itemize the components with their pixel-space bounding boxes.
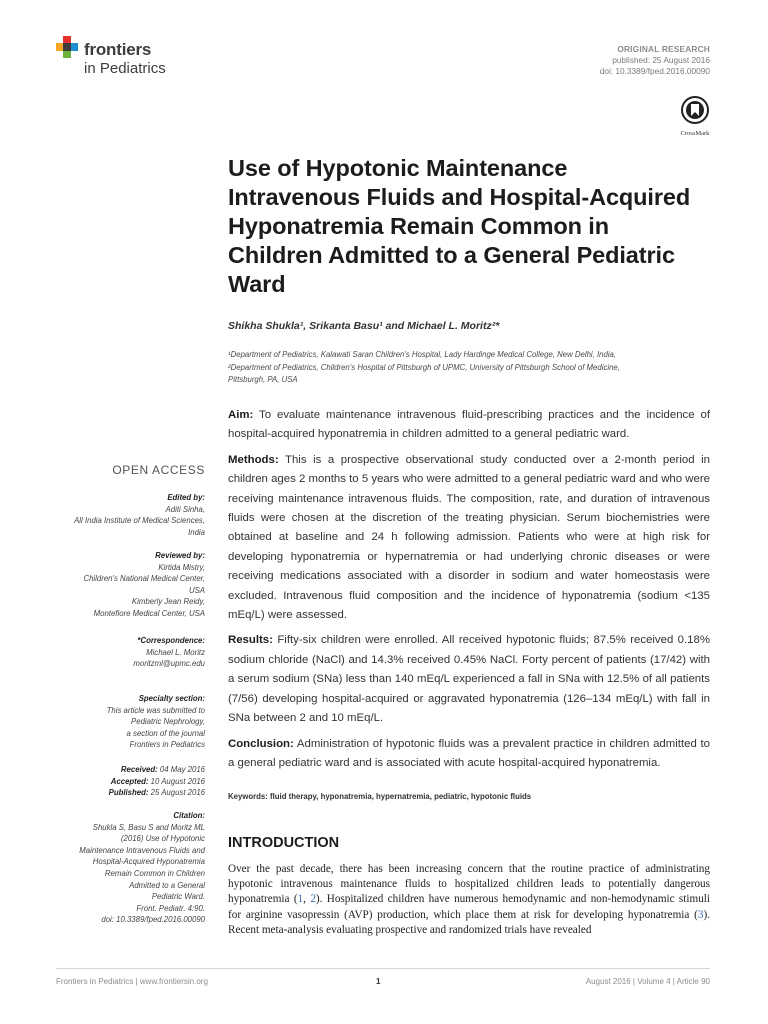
reviewer-line: USA: [188, 585, 205, 595]
abstract: [228, 406, 710, 779]
published-date: published: 25 August 2016: [612, 55, 710, 65]
specialty-section: [35, 693, 205, 751]
citation-section: [35, 810, 205, 926]
specialty-line: a section of the journal: [126, 728, 205, 738]
editor-line: India: [188, 527, 205, 537]
edited-by-section: [35, 492, 205, 538]
results-label: Results:: [228, 634, 273, 647]
footer-issue-info: August 2016 | Volume 4 | Article 90: [585, 977, 710, 986]
citation-line: Shukla S, Basu S and Moritz ML: [92, 822, 205, 832]
journal-name-line2: in Pediatrics: [84, 60, 166, 77]
correspondent-name: Michael L. Moritz: [146, 647, 205, 657]
crossmark-icon: [681, 96, 709, 124]
page-footer: [56, 968, 710, 991]
specialty-line: Pediatric Nephrology,: [131, 717, 205, 727]
reviewer-line: Kirtida Mistry,: [158, 562, 205, 572]
editor-line: All India Institute of Medical Sciences,: [74, 516, 205, 526]
citation-line: (2016) Use of Hypotonic: [120, 834, 205, 844]
header-doi[interactable]: doi: 10.3389/fped.2016.00090: [599, 66, 710, 76]
author-list: Shikha Shukla¹, Srikanta Basu¹ and Michael L. Moritz²*: [228, 320, 500, 332]
affiliations: [228, 349, 708, 387]
specialty-heading: Specialty section:: [138, 694, 205, 703]
conclusion-text: Administration of hypotonic fluids was a prevalent practice in children admitted to a general pediatric ward and is associated with acute hospital-acquired hyponatremia.: [228, 737, 710, 769]
article-meta: [600, 44, 710, 77]
citation-line: Maintenance Intravenous Fluids and: [79, 845, 205, 855]
open-access-label: OPEN ACCESS: [112, 463, 205, 477]
accepted-date: Accepted: 10 August 2016: [110, 776, 205, 786]
abstract-conclusion: [228, 735, 710, 774]
journal-logo: [56, 34, 196, 80]
abstract-methods: [228, 451, 710, 626]
edited-by-heading: Edited by:: [167, 493, 205, 502]
citation-line: Hospital-Acquired Hyponatremia: [92, 857, 205, 867]
affiliation-2: ²Department of Pediatrics, Children's Hospital of Pittsburgh of UPMC, University of Pittsburgh School of Medicine,: [228, 362, 620, 372]
abstract-results: [228, 631, 710, 728]
keywords: Keywords: fluid therapy, hyponatremia, hypernatremia, pediatric, hypotonic fluids: [228, 792, 532, 801]
page-number: 1: [376, 977, 381, 986]
abstract-aim: [228, 406, 710, 445]
section-heading-introduction: INTRODUCTION: [228, 835, 340, 851]
frontiers-logo-icon: [56, 36, 80, 60]
citation-doi[interactable]: doi: 10.3389/fped.2016.00090: [101, 915, 205, 925]
correspondence-section: [35, 635, 205, 670]
conclusion-label: Conclusion:: [228, 737, 294, 750]
reviewed-by-heading: Reviewed by:: [155, 551, 205, 560]
citation-line: Pediatric Ward.: [151, 892, 205, 902]
footer-journal-site[interactable]: Frontiers in Pediatrics | www.frontiersin.org: [56, 977, 208, 986]
editor-line: Aditi Sinha,: [165, 504, 205, 514]
specialty-line: Frontiers in Pediatrics: [129, 740, 205, 750]
reference-link[interactable]: 3: [697, 908, 704, 921]
citation-heading: Citation:: [173, 811, 205, 820]
reference-link[interactable]: 1: [297, 893, 304, 906]
introduction-paragraph: Over the past decade, there has been increasing concern that the routine practice of administrating hypotonic intravenous maintenance fluids to hospitalized children leads to potentially dangerous hyponatremia (1, 2). Hospitalized children have numerous hemodynamic and non-hemodynamic stimuli for arginine vasopressin (AVP) production, which place them at risk for developing hyponatremia (3). Recent meta-analysis evaluating prospective and randomized trials have revealed: [228, 863, 711, 936]
reviewer-line: Kimberly Jean Reidy,: [131, 597, 205, 607]
journal-name-line1: frontiers: [84, 40, 152, 59]
article-type: ORIGINAL RESEARCH: [617, 44, 710, 54]
reviewed-by-section: [35, 550, 205, 620]
aim-label: Aim:: [228, 409, 254, 421]
citation-line: Remain Common in Children: [104, 868, 205, 878]
methods-text: This is a prospective observational study conducted over a 2-month period in children ages 2 months to 5 years who were admitted to a general pediatric ward and who were receiving maintenance intravenous fluids. The composition, rate, and duration of intravenous fluids were chosen at the discretion of the treating physician. Serum biochemistries were obtained at baseline and 24 h following admission. Patients who were at high risk for developing hyponatremia or hypernatremia or had underlying chronic diseases or were receiving medications associated with a disorder in sodium and water homeostasis were excluded. Intravenous fluid composition and the incidence of hyponatremia (sodium <135 mEq/L) were assessed.: [228, 453, 710, 622]
affiliation-3: Pittsburgh, PA, USA: [228, 375, 298, 384]
correspondent-email[interactable]: moritzml@upmc.edu: [133, 659, 205, 669]
specialty-line: This article was submitted to: [106, 705, 205, 715]
correspondence-heading: *Correspondence:: [137, 636, 205, 645]
reviewer-line: Montefiore Medical Center, USA: [93, 608, 205, 618]
crossmark-label: CrossMark: [680, 130, 710, 137]
received-date: Received: 04 May 2016: [120, 765, 205, 774]
results-text: Fifty-six children were enrolled. All received hypotonic fluids; 87.5% received 0.18% sodium chloride (NaCl) and 14.3% received 0.45% NaCl. Forty percent of patients (17/42) with a serum sodium (SNa) less than 140 mEq/L experienced a fall in SNa with 12.5% of all patients (7/56) developing hospital-acquired or aggravated hyponatremia (126–134 mEq/L) with fall in SNa between 2 and 10 mEq/L.: [228, 634, 710, 725]
citation-line: Front. Pediatr. 4:90.: [136, 903, 205, 913]
published-date-side: Published: 25 August 2016: [108, 788, 205, 798]
article-title: Use of Hypotonic Maintenance Intravenous Fluids and Hospital-Acquired Hyponatremia Remain Common in Children Admitted to a General Pediatric Ward: [228, 155, 691, 297]
dates-section: [35, 764, 205, 799]
reference-link[interactable]: 2: [310, 893, 316, 906]
crossmark-badge[interactable]: [676, 96, 714, 136]
reviewer-line: Children's National Medical Center,: [83, 574, 205, 584]
methods-label: Methods:: [228, 453, 279, 466]
affiliation-1: ¹Department of Pediatrics, Kalawati Saran Children's Hospital, Lady Hardinge Medical College, New Delhi, India,: [228, 350, 617, 359]
aim-text: To evaluate maintenance intravenous fluid-prescribing practices and the incidence of hospital-acquired hyponatremia in children admitted to a general pediatric ward.: [228, 409, 710, 441]
citation-line: Admitted to a General: [129, 880, 205, 890]
